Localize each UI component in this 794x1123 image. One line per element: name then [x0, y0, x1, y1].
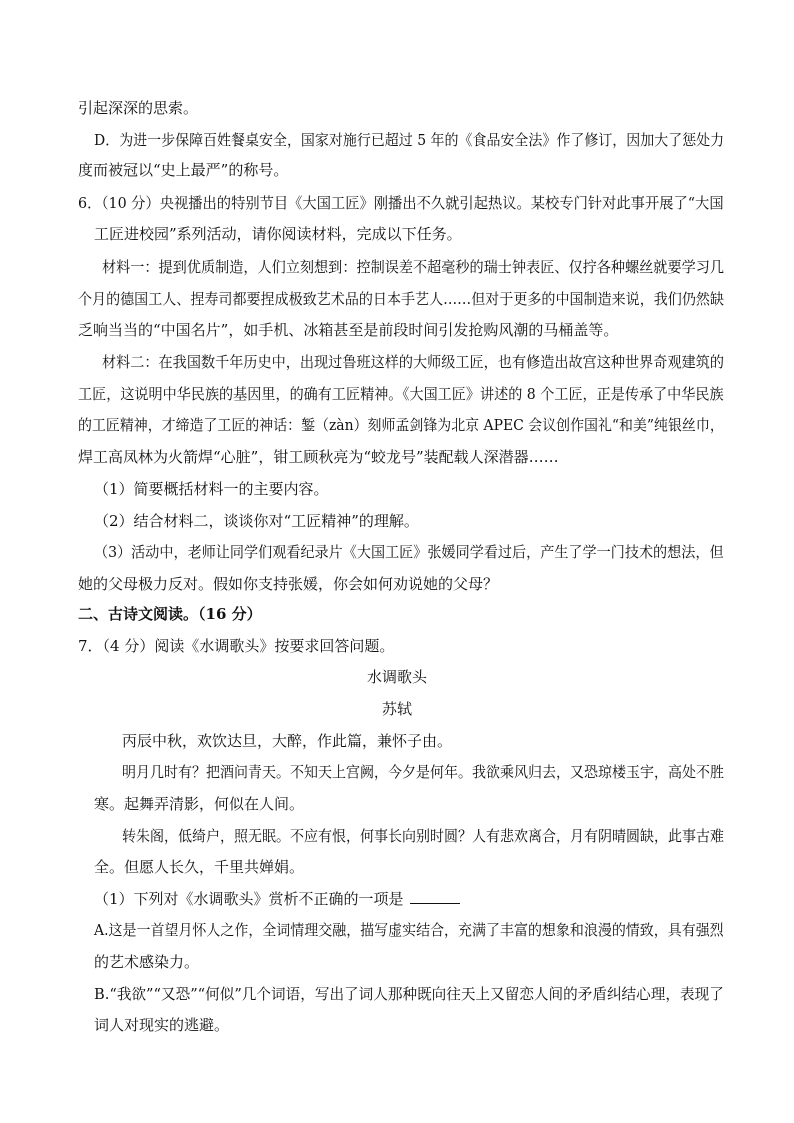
question-7-stem: 7．（4 分）阅读《水调歌头》按要求回答问题。: [78, 637, 395, 655]
question-7-sub-1: [94, 889, 460, 909]
material-2-line: 焊工高凤林为火箭焊“心脏”，钳工顾秋亮为“蛟龙号”装配载人深潜器……: [78, 448, 559, 466]
poem-line: 寒。起舞弄清影，何似在人间。: [94, 795, 305, 813]
option-b-line: B.“我欲”“又恐”“何似”几个词语，写出了词人那种既向往天上又留恋人间的矛盾纠结心理，表现了: [94, 985, 724, 1003]
option-d-line: D．为进一步保障百姓餐桌安全，国家对施行已超过 5 年的《食品安全法》作了修订，因加大了惩处力: [94, 131, 725, 149]
sub-question-2: （2）结合材料二，谈谈你对“工匠精神”的理解。: [94, 512, 419, 530]
material-2-line: 的工匠精神，才缔造了工匠的神话：錾（zàn）刻师孟剑锋为北京 APEC 会议创作国礼“和美”纯银丝巾，: [78, 416, 724, 434]
answer-blank[interactable]: [410, 889, 460, 904]
material-1-line: 个月的德国工人、捏寿司都要捏成极致艺术品的日本手艺人……但对于更多的中国制造来说，我们仍然缺: [78, 290, 724, 308]
option-a-line: 的艺术感染力。: [94, 953, 200, 971]
text-line: 工匠进校园”系列活动，请你阅读材料，完成以下任务。: [94, 225, 462, 243]
question-6-stem: 6．（10 分）央视播出的特别节目《大国工匠》刚播出不久就引起热议。某校专门针对此事开展了“大国: [78, 194, 724, 212]
poem-title: 水调歌头: [366, 668, 427, 686]
section-heading: 二、古诗文阅读。（16 分）: [78, 605, 262, 623]
text-line: 她的父母极力反对。假如你支持张媛，你会如何劝说她的父母？: [78, 575, 499, 593]
text-line: 度而被冠以“史上最严”的称号。: [78, 161, 289, 179]
sub-question-1: （1）简要概括材料一的主要内容。: [94, 480, 329, 498]
material-2-line: 材料二：在我国数千年历史中，出现过鲁班这样的大师级工匠，也有修造出故宫这种世界奇观建筑的: [102, 353, 724, 371]
poem-line: 转朱阁，低绮户，照无眠。不应有恨，何事长向别时圆？人有悲欢离合，月有阴晴圆缺，此事古难: [122, 827, 724, 845]
poem-preface: 丙辰中秋，欢饮达旦，大醉，作此篇，兼怀子由。: [122, 732, 453, 750]
option-b-line: 词人对现实的逃避。: [94, 1016, 230, 1034]
poem-author: 苏轼: [381, 700, 412, 718]
option-a-line: A.这是一首望月怀人之作，全词情理交融，描写虚实结合，充满了丰富的想象和浪漫的情致，具有强烈: [94, 921, 724, 939]
material-1-line: 材料一：提到优质制造，人们立刻想到：控制误差不超毫秒的瑞士钟表匠、仅拧各种螺丝就要学习几: [102, 258, 724, 276]
material-2-line: 工匠，这说明中华民族的基因里，的确有工匠精神。《大国工匠》讲述的 8 个工匠，正是传承了中华民族: [78, 385, 724, 403]
poem-line: 明月几时有？把酒问青天。不知天上宫阙，今夕是何年。我欲乘风归去，又恐琼楼玉宇，高处不胜: [122, 763, 724, 781]
text-line: 引起深深的思索。: [78, 99, 199, 117]
sub-question-3: （3）活动中，老师让同学们观看纪录片《大国工匠》张媛同学看过后，产生了学一门技术的想法，但: [94, 543, 724, 561]
material-1-line: 乏响当当的“中国名片”，如手机、冰箱甚至是前段时间引发抢购风潮的马桶盖等。: [78, 321, 619, 339]
question-7-sub-1-text: （1）下列对《水调歌头》赏析不正确的一项是: [94, 890, 404, 908]
poem-line: 全。但愿人长久，千里共婵娟。: [94, 858, 305, 876]
